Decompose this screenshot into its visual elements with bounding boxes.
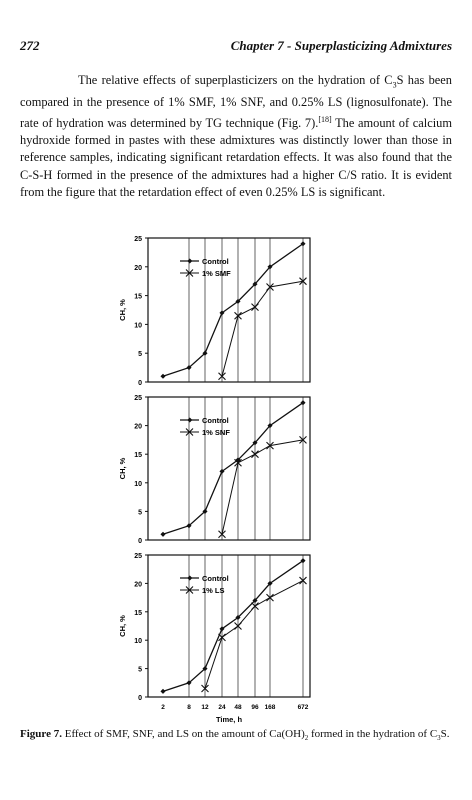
legend-marker-control	[187, 575, 192, 580]
y-tick-label: 25	[134, 553, 142, 560]
y-axis-label: CH, %	[118, 457, 127, 480]
y-axis-label: CH, %	[118, 299, 127, 321]
y-tick-label: 0	[138, 695, 142, 702]
plot-frame	[148, 555, 310, 697]
plot-frame	[148, 397, 310, 540]
data-point-control	[160, 374, 165, 379]
x-tick-label: 672	[297, 704, 309, 711]
x-tick-label: 2	[161, 704, 165, 711]
y-tick-label: 5	[138, 509, 142, 517]
caption-text-2: formed in the hydration of C	[308, 728, 438, 740]
series-line	[163, 244, 303, 376]
legend-marker-control	[187, 258, 192, 263]
legend-label: Control	[202, 257, 229, 266]
y-tick-label: 15	[134, 452, 142, 460]
y-tick-label: 10	[134, 638, 142, 646]
x-tick-label: 48	[234, 704, 242, 711]
caption-text-1: Effect of SMF, SNF, and LS on the amount of Ca(OH)	[61, 728, 305, 740]
page-number: 272	[20, 38, 40, 53]
y-tick-label: 25	[134, 395, 142, 402]
running-header: Chapter 7 - Superplasticizing Admixtures	[230, 38, 452, 53]
y-tick-label: 5	[138, 666, 142, 674]
x-tick-label: 12	[201, 704, 209, 711]
x-tick-label: 24	[218, 704, 226, 711]
caption-subscript-2: 3	[437, 734, 441, 743]
y-axis-label: CH, %	[118, 615, 127, 637]
data-point-control	[160, 532, 165, 537]
legend-label: 1% SNF	[202, 428, 230, 437]
subscript: 3	[392, 80, 397, 90]
x-tick-label: 168	[264, 704, 276, 711]
legend-label: Control	[202, 574, 229, 583]
series-line	[163, 561, 303, 692]
y-tick-label: 25	[134, 236, 142, 243]
figure-caption	[20, 727, 452, 745]
data-point-control	[160, 689, 165, 694]
body-text-part-2: S has been compared in the presence of 1% SMF, 1% SNF, and 0.25% LS (lignosulfonate). The rate of hydration was determined by TG technique (Fig. 7).	[20, 73, 452, 130]
y-tick-label: 15	[134, 609, 142, 617]
caption-subscript-1: 2	[304, 734, 309, 743]
legend-label: 1% LS	[202, 586, 225, 595]
legend-label: 1% SMF	[202, 269, 231, 278]
y-tick-label: 15	[134, 293, 142, 301]
y-tick-label: 10	[134, 480, 142, 488]
reference-marker: [18]	[318, 114, 332, 124]
y-tick-label: 0	[138, 538, 142, 545]
legend-marker-control	[187, 417, 192, 422]
y-tick-label: 10	[134, 322, 142, 330]
y-tick-label: 20	[134, 264, 142, 272]
y-tick-label: 20	[134, 581, 142, 589]
body-text-part-3: The amount of calcium hydroxide formed in pastes with these admixtures was distinctly lower than those in reference samples, indicating significant retardation effects. It was also found that the C-S-H formed in the presence of the admixtures had a higher C/S ratio. It is evident from the figure that the retardation effect of even 0.25% LS is significant.	[20, 116, 453, 199]
y-tick-label: 5	[138, 351, 142, 359]
legend-label: Control	[202, 416, 229, 425]
y-tick-label: 20	[134, 423, 142, 431]
body-text-part-1: The relative effects of superplasticizers on the hydration of C	[78, 73, 393, 87]
x-tick-label: 8	[187, 704, 191, 711]
plot-frame	[148, 238, 310, 382]
y-tick-label: 0	[138, 380, 142, 387]
caption-label: Figure 7.	[20, 728, 62, 740]
series-line	[222, 281, 303, 376]
series-line	[222, 440, 303, 534]
series-line	[163, 403, 303, 535]
x-axis-label: Time, h	[215, 715, 243, 724]
caption-text-3: S.	[440, 728, 450, 740]
x-tick-label: 96	[251, 704, 259, 711]
